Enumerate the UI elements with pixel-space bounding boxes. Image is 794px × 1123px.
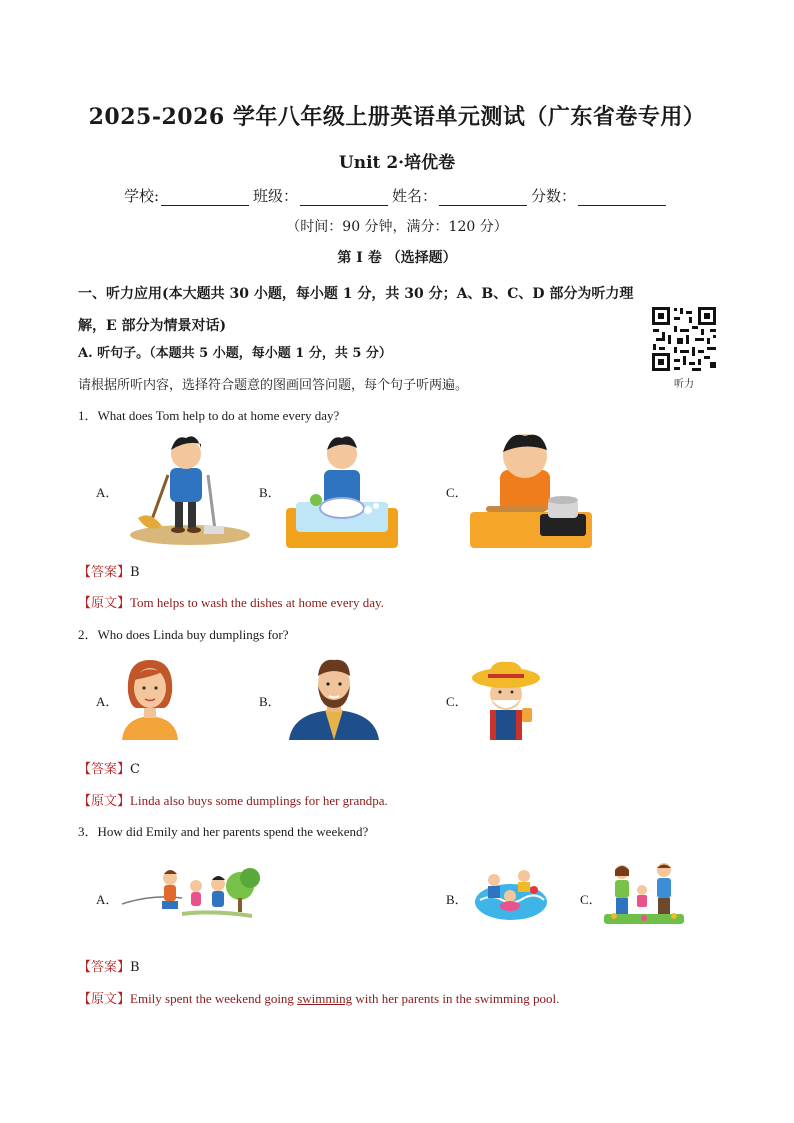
- question-2-stem: 2．Who does Linda buy dumplings for?: [78, 627, 289, 642]
- q3-option-a-image-fishing[interactable]: [122, 864, 262, 936]
- q1-original-text: 【原文】Tom helps to wash the dishes at home every day.: [78, 595, 384, 611]
- q2-option-a-label[interactable]: A．: [96, 694, 119, 709]
- underlined-word: swimming: [297, 991, 353, 1006]
- q2-option-b-image-bearded-man[interactable]: [287, 656, 381, 740]
- q2-option-a-image-woman[interactable]: [118, 656, 182, 740]
- q1-option-a-image-sweeping[interactable]: [120, 430, 250, 550]
- class-field[interactable]: 班级：: [253, 185, 392, 206]
- q3-option-a-label[interactable]: A．: [96, 892, 119, 907]
- time-info: （时间：90 分钟，满分：120 分）: [286, 219, 508, 235]
- q3-option-c-label[interactable]: C．: [580, 892, 602, 907]
- q2-original-text: 【原文】Linda also buys some dumplings for her grandpa.: [78, 793, 388, 809]
- q3-original-text: 【原文】Emily spent the weekend going swimming with her parents in the swimming pool.: [78, 991, 560, 1007]
- q1-option-c-image-cooking[interactable]: [470, 430, 592, 550]
- score-field[interactable]: 分数：: [531, 185, 670, 206]
- q3-option-b-image-swimming[interactable]: [472, 866, 550, 922]
- q3-answer: 【答案】B: [78, 960, 140, 975]
- sub-section-heading: A. 听句子。（本题共 5 小题，每小题 1 分，共 5 分）: [78, 346, 392, 361]
- section-heading: 一、听力应用(本大题共 30 小题，每小题 1 分，共 30 分；A、B、C、D 部分为听力理解，E 部分为情景对话): [78, 286, 634, 334]
- student-info-line: [0, 185, 794, 206]
- q1-option-a-label[interactable]: A．: [96, 485, 119, 500]
- exam-subtitle: Unit 2·培优卷: [338, 153, 456, 173]
- question-3-stem: 3．How did Emily and her parents spend the weekend?: [78, 824, 369, 839]
- q3-option-c-image-family-walk[interactable]: [604, 862, 684, 926]
- question-1-stem: 1．What does Tom help to do at home every day?: [78, 408, 340, 423]
- school-field[interactable]: 学校:: [124, 185, 253, 206]
- q1-answer: 【答案】B: [78, 565, 140, 580]
- instruction-text: 请根据所听内容，选择符合题意的图画回答问题，每个句子听两遍。: [78, 378, 469, 393]
- qr-label: 听力: [674, 379, 694, 390]
- qr-code-icon[interactable]: [650, 305, 718, 373]
- name-field[interactable]: 姓名：: [392, 185, 531, 206]
- q2-answer: 【答案】C: [78, 762, 140, 777]
- q1-option-b-image-washing-dishes[interactable]: [284, 430, 404, 550]
- part-heading: 第 I 卷 （选择题）: [337, 250, 457, 266]
- q1-option-b-label[interactable]: B．: [259, 485, 281, 500]
- q3-option-b-label[interactable]: B．: [446, 892, 468, 907]
- q1-option-c-label[interactable]: C．: [446, 485, 468, 500]
- exam-title: 2025-2026 学年八年级上册英语单元测试（广东省卷专用）: [88, 104, 706, 130]
- q2-option-c-label[interactable]: C．: [446, 694, 468, 709]
- q2-option-b-label[interactable]: B．: [259, 694, 281, 709]
- q2-option-c-image-grandpa[interactable]: [470, 660, 542, 740]
